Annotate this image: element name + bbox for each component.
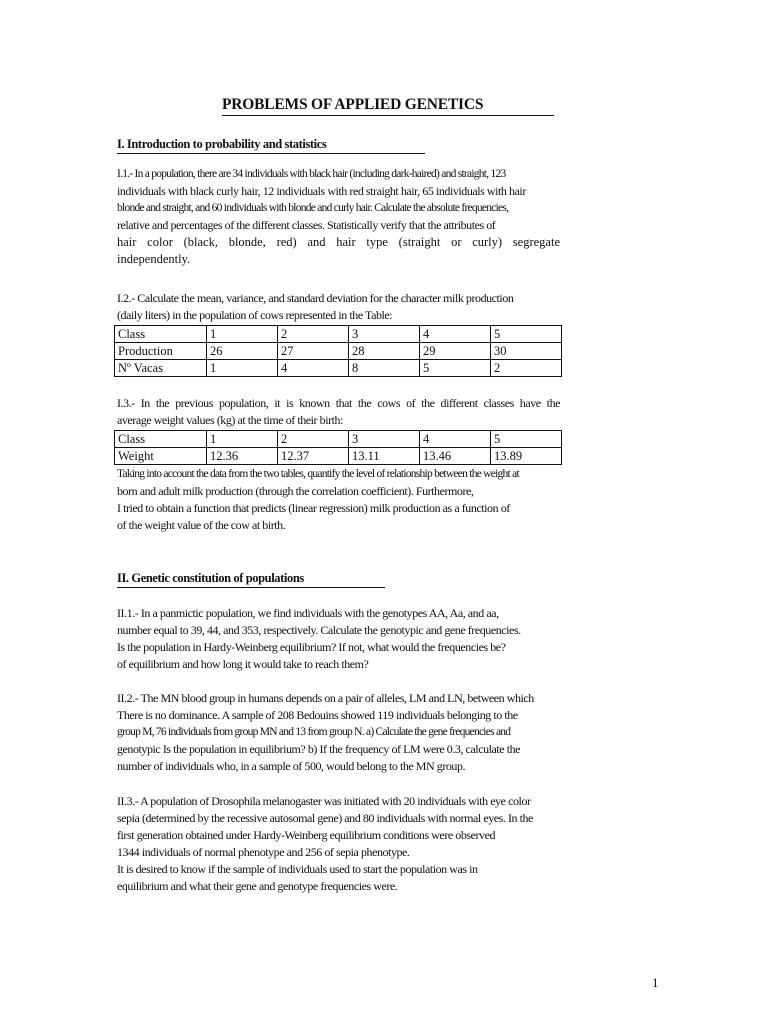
table-cell: 29 [420, 343, 491, 360]
table-cell: 2 [278, 431, 349, 448]
table-cell: 1 [207, 326, 278, 343]
table-cell: 5 [491, 326, 562, 343]
text-line: of equilibrium and how long it would take to reach them? [117, 657, 369, 671]
table-cell: 8 [349, 360, 420, 377]
text-line: Is the population in Hardy-Weinberg equilibrium? If not, what would the frequencies be? [117, 640, 506, 654]
table-cell: 1 [207, 431, 278, 448]
problem-i3-continued [117, 466, 560, 534]
table-cell: 26 [207, 343, 278, 360]
text-line: I tried to obtain a function that predicts (linear regression) milk production as a function of [117, 501, 510, 515]
table-cell: 12.36 [207, 448, 278, 465]
problem-i1 [117, 166, 560, 268]
text-line: II.2.- The MN blood group in humans depends on a pair of alleles, LM and LN, between which [117, 691, 534, 705]
table-cell: 12.37 [278, 448, 349, 465]
table-cell: Class [115, 431, 207, 448]
text-line: It is desired to know if the sample of individuals used to start the population was in [117, 862, 478, 876]
text-line: number of individuals who, in a sample of 500, would belong to the MN group. [117, 759, 466, 773]
table-cell: Production [115, 343, 207, 360]
text-line: I.3.- In the previous population, it is known that the cows of the different classes have the [117, 396, 560, 410]
table-row [115, 448, 562, 465]
problem-i2 [117, 290, 560, 324]
text-line: 1344 individuals of normal phenotype and 256 of sepia phenotype. [117, 845, 410, 859]
page-number: 1 [652, 975, 659, 990]
text-line: hair color (black, blonde, red) and hair type (straight or curly) segregate [117, 235, 560, 249]
table-row [115, 326, 562, 343]
table-cell: 4 [420, 326, 491, 343]
problem-ii1 [117, 605, 560, 673]
table-cell: Nº Vacas [115, 360, 207, 377]
text-line: sepia (determined by the recessive autosomal gene) and 80 individuals with normal eyes. In the [117, 811, 533, 825]
section-heading-genetic-constitution: II. Genetic constitution of populations [117, 571, 385, 588]
table-cell: 28 [349, 343, 420, 360]
text-line: group M, 76 individuals from group MN and 13 from group N. a) Calculate the gene frequencies and [117, 726, 511, 738]
table-cell: 13.46 [420, 448, 491, 465]
problem-i3 [117, 395, 560, 429]
table-cell: 27 [278, 343, 349, 360]
problem-ii3 [117, 793, 560, 895]
text-line: I.2.- Calculate the mean, variance, and standard deviation for the character milk production [117, 291, 514, 305]
table-cell: 3 [349, 431, 420, 448]
text-line: (daily liters) in the population of cows represented in the Table: [117, 308, 393, 322]
text-line: genotypic Is the population in equilibrium? b) If the frequency of LM were 0.3, calculate the [117, 742, 520, 756]
table-cell: 2 [491, 360, 562, 377]
birth-weight-table [114, 430, 562, 465]
text-line: blonde and straight, and 60 individuals with blonde and curly hair. Calculate the absolute frequencies, [117, 202, 509, 214]
table-cell: 4 [278, 360, 349, 377]
table-row [115, 360, 562, 377]
table-cell: 5 [420, 360, 491, 377]
section-heading-probability: I. Introduction to probability and statistics [117, 137, 425, 154]
milk-production-table [114, 325, 562, 377]
table-cell: 3 [349, 326, 420, 343]
table-cell: 2 [278, 326, 349, 343]
table-cell: 1 [207, 360, 278, 377]
text-line: individuals with black curly hair, 12 individuals with red straight hair, 65 individuals with hair [117, 184, 526, 198]
table-cell: 30 [491, 343, 562, 360]
table-cell: Class [115, 326, 207, 343]
text-line: II.3.- A population of Drosophila melanogaster was initiated with 20 individuals with eye color [117, 794, 531, 808]
table-cell: Weight [115, 448, 207, 465]
text-line: of the weight value of the cow at birth. [117, 518, 286, 532]
table-row [115, 343, 562, 360]
text-line: independently. [117, 252, 191, 266]
text-line: There is no dominance. A sample of 208 Bedouins showed 119 individuals belonging to the [117, 708, 518, 722]
table-cell: 13.89 [491, 448, 562, 465]
problem-ii2 [117, 690, 560, 775]
table-cell: 4 [420, 431, 491, 448]
table-cell: 13.11 [349, 448, 420, 465]
text-line: Taking into account the data from the two tables, quantify the level of relationship between the weight at [117, 468, 519, 480]
table-row [115, 431, 562, 448]
text-line: average weight values (kg) at the time of their birth: [117, 413, 343, 427]
text-line: first generation obtained under Hardy-Weinberg equilibrium conditions were observed [117, 828, 496, 842]
text-line: equilibrium and what their gene and genotype frequencies were. [117, 879, 398, 893]
document-title: PROBLEMS OF APPLIED GENETICS [222, 96, 554, 116]
text-line: born and adult milk production (through the correlation coefficient). Furthermore, [117, 484, 474, 498]
text-line: I.1.- In a population, there are 34 individuals with black hair (including dark-haired) and straight, 123 [117, 168, 506, 180]
text-line: number equal to 39, 44, and 353, respectively. Calculate the genotypic and gene frequencies. [117, 623, 521, 637]
text-line: II.1.- In a panmictic population, we find individuals with the genotypes AA, Aa, and aa, [117, 606, 499, 620]
text-line: relative and percentages of the different classes. Statistically verify that the attributes of [117, 218, 496, 232]
table-cell: 5 [491, 431, 562, 448]
